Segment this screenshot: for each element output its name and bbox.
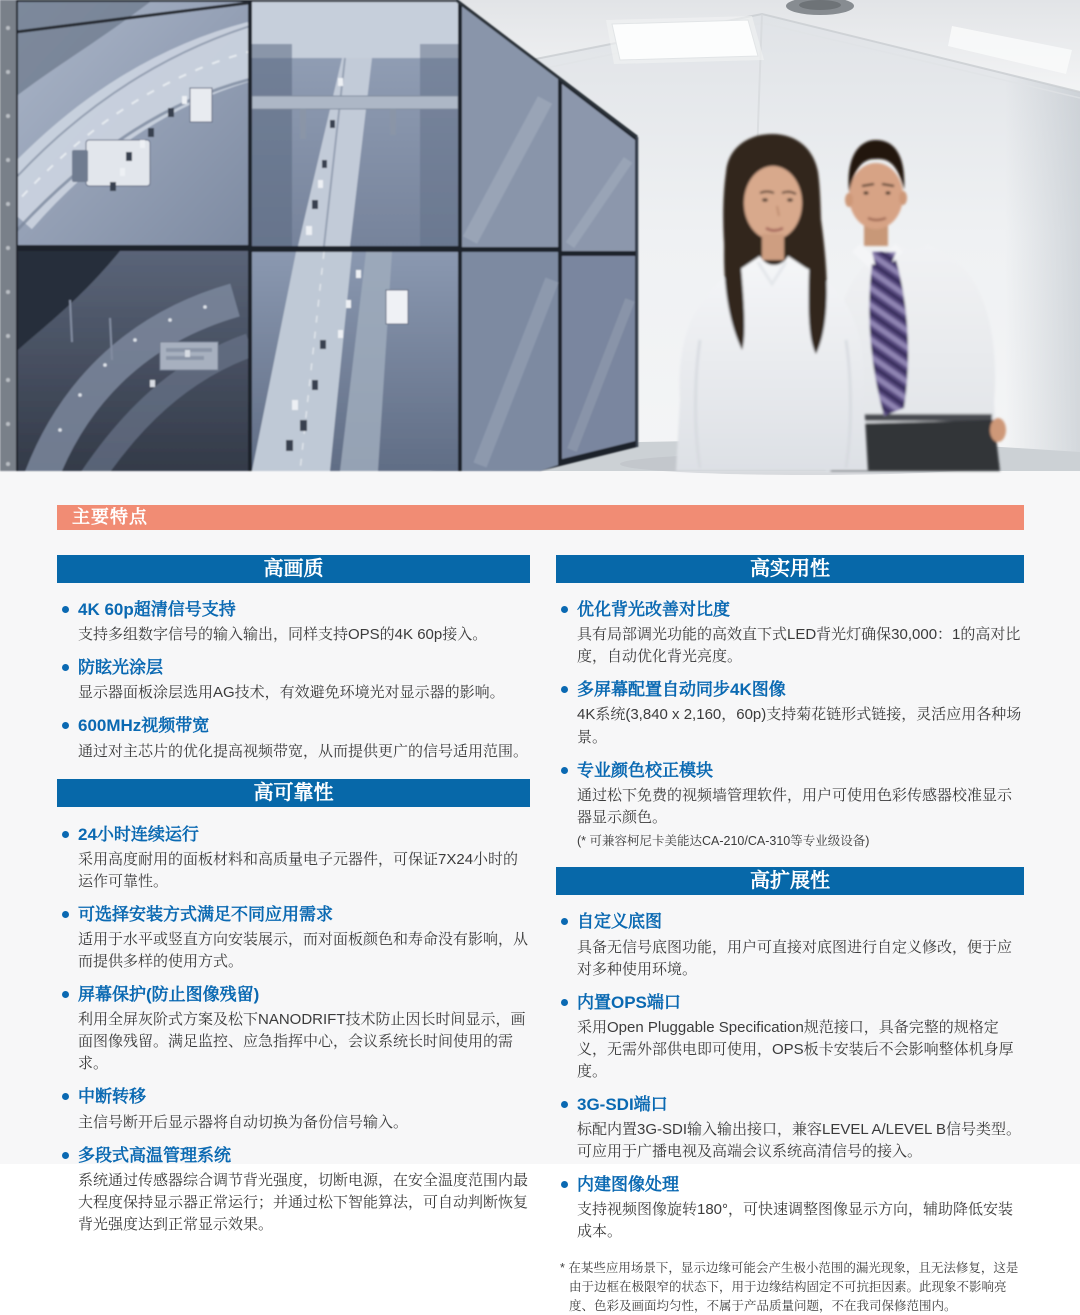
feature-body: 采用高度耐用的面板材料和高质量电子元器件，可保证7X24小时的运作可靠性。 [78,850,519,890]
feature-body: 系统通过传感器综合调节背光强度，切断电源，在安全温度范围内最大程度保持显示器正常运行；并通过松下智能算法，可自动判断恢复背光强度达到正常显示效果。 [78,1171,529,1233]
feature-body: 显示器面板涂层选用AG技术，有效避免环境光对显示器的影响。 [78,684,505,702]
bullet-icon [561,606,568,613]
bullet-icon [62,831,69,838]
video-wall [0,0,637,480]
feature-title: 600MHz视频带宽 [78,716,210,736]
screen-traffic-curve [10,2,255,245]
feature-item [556,599,1024,668]
hero-photo [0,0,1080,471]
bullet-icon [62,1093,69,1100]
right-column [556,538,1024,1315]
feature-item [57,1086,530,1133]
feature-title: 多段式高温管理系统 [78,1145,231,1165]
hero-photo-art [0,0,1080,471]
feature-item [57,657,530,704]
feature-title: 24小时连续运行 [78,824,199,844]
screen-road-bridge [252,2,458,246]
bullet-icon [561,1101,568,1108]
feature-title: 4K 60p超清信号支持 [78,600,236,620]
feature-body: 利用全屏灰阶式方案及松下NANODRIFT技术防止因长时间显示，画面图像残留。满足监控、应急指挥中心，会议系统长时间使用的需求。 [78,1011,526,1073]
main-features-title: 主要特点 [72,507,148,527]
feature-title: 可选择安装方式满足不同应用需求 [78,904,333,924]
feature-body: 具有局部调光功能的高效直下式LED背光灯确保30,000：1的高对比度，自动优化背光亮度。 [577,626,1021,666]
feature-body: 4K系统(3,840 x 2,160，60p)支持菊花链形式链接，灵活应用各种场景。 [577,706,1022,746]
bullet-icon [62,911,69,918]
feature-body: 具备无信号底图功能，用户可直接对底图进行自定义修改，便于应对多种使用环境。 [577,938,1013,978]
screen-edge-bottom [562,256,635,459]
feature-item [556,679,1024,748]
feature-title: 防眩光涂层 [78,658,163,678]
feature-title: 内置OPS端口 [577,992,681,1012]
feature-item [57,904,530,973]
ceiling-light-panel [612,20,758,60]
bullet-icon [561,1181,568,1188]
feature-title: 3G-SDI端口 [577,1094,668,1114]
bullet-icon [62,606,69,613]
section-header: 高可靠性 [57,779,530,807]
bullet-icon [561,918,568,925]
disclaimer-footnote: * 在某些应用场景下，显示边缘可能会产生极小范围的漏光现象，且无法修复，这是由于边框在极限窄的状态下，用于边缘结构固定不可抗拒因素。此现象不影响亮度、色彩及画面均匀性，不属于产品质量问题，不在我司保修范围内。 [560,1261,1019,1313]
feature-body: 主信号断开后显示器将自动切换为备份信号输入。 [78,1113,409,1131]
bullet-icon [561,999,568,1006]
section-picture-quality [57,555,530,763]
features-content [57,505,1024,1315]
woman-face [744,166,802,240]
bullet-icon [561,686,568,693]
bullet-icon [62,664,69,671]
feature-title: 多屏幕配置自动同步4K图像 [577,680,786,700]
feature-body: 通过松下免费的视频墙管理软件，用户可使用色彩传感器校准显示器显示颜色。 [577,786,1013,826]
section-expandability [556,867,1024,1243]
feature-body: 支持多组数字信号的输入输出，同样支持OPS的4K 60p接入。 [78,626,488,644]
section-header: 高实用性 [556,555,1024,583]
feature-item [57,1145,530,1236]
section-reliability [57,779,530,1236]
feature-body: 通过对主芯片的优化提高视频带宽，从而提供更广的信号适用范围。 [78,742,529,760]
main-features-bar [57,505,1024,530]
feature-item [556,760,1024,851]
feature-note: (* 可兼容柯尼卡美能达CA-210/CA-310等专业级设备) [577,833,870,848]
feature-columns [57,538,1024,1315]
section-header: 高扩展性 [556,867,1024,895]
section-practicality [556,555,1024,851]
feature-body: 适用于水平或竖直方向安装展示，而对面板颜色和寿命没有影响，从而提供多样的使用方式。 [78,931,529,971]
feature-title: 专业颜色校正模块 [577,760,713,780]
bullet-icon [62,1152,69,1159]
screen-highway [252,252,458,471]
feature-title: 内建图像处理 [577,1175,679,1195]
bullet-icon [62,722,69,729]
feature-title: 中断转移 [78,1087,146,1107]
feature-body: 支持视频图像旋转180°，可快速调整图像显示方向，辅助降低安装成本。 [577,1201,1014,1241]
feature-item [57,824,530,893]
feature-item [556,1094,1024,1163]
feature-item [556,992,1024,1083]
feature-item [57,715,530,762]
left-column [57,538,530,1315]
section-header: 高画质 [57,555,530,583]
feature-title: 自定义底图 [577,912,662,932]
screen-night-road [18,251,250,480]
feature-body: 标配内置3G-SDI输入输出接口，兼容LEVEL A/LEVEL B信号类型。可应用于广播电视及高端会议系统高清信号的接入。 [577,1120,1021,1160]
screen-far-bottom [462,252,558,471]
bullet-icon [561,767,568,774]
feature-item [57,984,530,1075]
feature-item [556,1174,1024,1243]
feature-title: 屏幕保护(防止图像残留) [78,985,260,1005]
feature-title: 优化背光改善对比度 [577,600,730,620]
feature-body: 采用Open Pluggable Specification规范接口，具备完整的规格定义，无需外部供电即可使用，OPS板卡安装后不会影响整体机身厚度。 [577,1018,1014,1080]
feature-item [57,599,530,646]
bullet-icon [62,991,69,998]
feature-item [556,911,1024,980]
